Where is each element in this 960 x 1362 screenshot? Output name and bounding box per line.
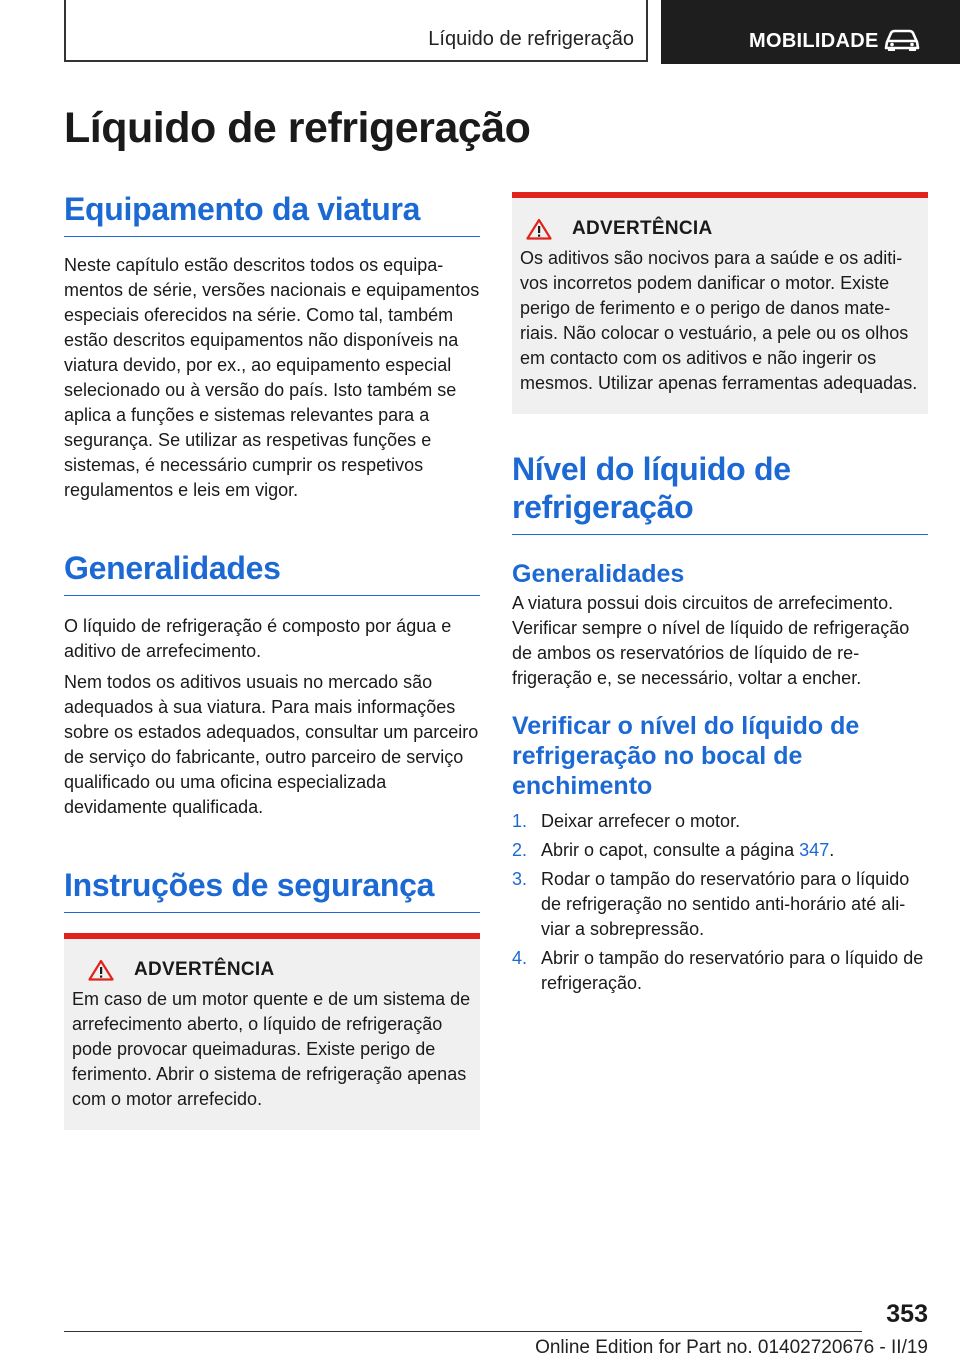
section-title: Líquido de refrigeração: [428, 28, 634, 50]
page-header: [0, 0, 960, 66]
level-heading: Nível do líquido de refrigeração: [512, 450, 928, 535]
warning-icon: [526, 218, 552, 240]
warning-box-right: [512, 192, 928, 414]
level-subheading: Generalidades: [512, 560, 685, 588]
general-text-1: O líquido de refrigeração é composto por água e aditivo de arrefecimento.: [64, 616, 452, 661]
step-item: 3. Rodar o tampão do reservatório para o líquido de refrigeração no sentido anti-horário até aliviar a sobrepressão.: [512, 869, 910, 939]
page-title: Líquido de refrigeração: [64, 104, 531, 152]
step-item: 1. Deixar arrefecer o motor.: [512, 811, 741, 831]
chapter-tab: [661, 0, 960, 64]
safety-heading: Instruções de segurança: [64, 866, 480, 913]
warning-title: ADVERTÊNCIA: [572, 218, 713, 239]
warning-icon: [88, 959, 114, 981]
footer-text: Online Edition for Part no. 01402720676 - II/19: [535, 1337, 928, 1358]
page-link[interactable]: 347: [799, 840, 830, 860]
section-tab: [64, 0, 648, 62]
footer-divider: [64, 1331, 862, 1332]
car-icon: [883, 28, 921, 52]
page-number: 353: [886, 1300, 928, 1328]
step-item: 2. Abrir o capot, consulte a página 347.: [512, 840, 835, 860]
general-text-2: Nem todos os aditivos usuais no mercado são adequados à sua viatura. Para mais informações sobre os estados adequados, consultar um parceiro de serviço do fabricante, outro parceiro de serviço qualificado ou uma oficina especializada devidamente qualificada.: [64, 672, 479, 817]
chapter-label: MOBILIDADE: [749, 30, 879, 52]
warning-box-left: [64, 933, 480, 1130]
level-text: A viatura possui dois circuitos de arrefecimento. Verificar sempre o nível de líquido de refrigeração de ambos os reservatórios de líquido de refrigeração e, se necessário, voltar a encher.: [512, 593, 910, 688]
check-heading: Verificar o nível do líquido de refrigeração no bocal de enchimento: [512, 712, 860, 800]
equipment-heading: Equipamento da viatura: [64, 190, 480, 237]
warning-text: Os aditivos são nocivos para a saúde e os aditivos incorretos podem danificar o motor. Existe perigo de ferimento e o perigo de danos materiais. Não colocar o vestuário, a pele ou os olhos em contacto com os aditivos e não ingerir os mesmos. Utilizar apenas ferramentas adequadas.: [520, 248, 918, 393]
step-item: 4. Abrir o tampão do reservatório para o líquido de refrigeração.: [512, 948, 924, 993]
left-column: [64, 190, 480, 1130]
warning-text: Em caso de um motor quente e de um sistema de arrefecimento aberto, o líquido de refrigeração pode provocar queimaduras. Existe perigo de ferimento. Abrir o sistema de refrigeração apenas com o motor arrefecido.: [72, 989, 471, 1109]
general-heading: Generalidades: [64, 549, 480, 596]
warning-title: ADVERTÊNCIA: [134, 959, 275, 980]
right-column: [512, 192, 928, 1000]
equipment-text: Neste capítulo estão descritos todos os equipamentos de série, versões nacionais e equipamentos especiais oferecidos na série. Como tal, também estão descritos equipamentos não disponíveis na viatura devido, por ex., ao equipamento especial selecionado ou à versão do país. Isto também se aplica a funções e sistemas relevantes para a segurança. Se utilizar as respetivas funções e sistemas, é necessário cumprir os respetivos regulamentos e leis em vigor.: [64, 255, 480, 500]
steps-list: [512, 809, 928, 996]
